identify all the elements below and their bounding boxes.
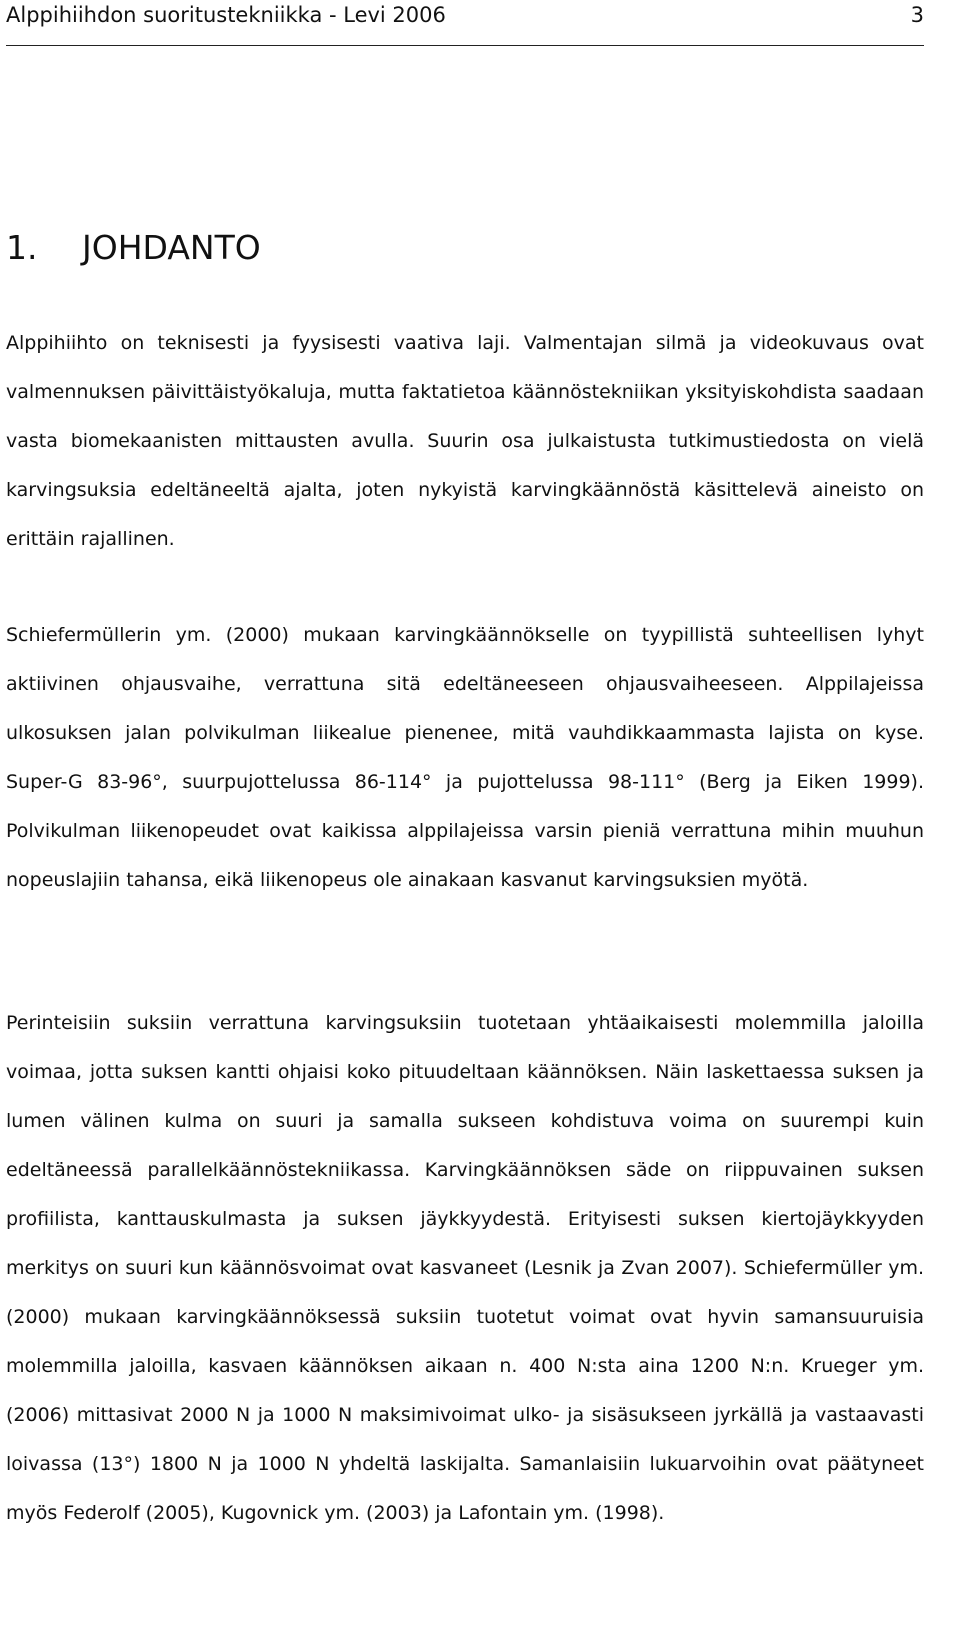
section-number: 1.: [6, 228, 38, 267]
header-title: Alppihiihdon suoritustekniikka - Levi 2006: [6, 3, 446, 27]
page-number: 3: [910, 3, 924, 27]
header-rule: [6, 45, 924, 46]
paragraph-intro: Alppihiihto on teknisesti ja fyysisesti vaativa laji. Valmentajan silmä ja videokuvaus ovat valmennuksen päivittäistyökaluja, mutta faktatietoa käännöstekniikan yksityiskohdista saadaan vasta biomekaanisten mittausten avulla. Suurin osa julkaistusta tutkimustiedosta on vielä karvingsuksia edeltäneeltä ajalta, joten nykyistä karvingkäännöstä käsittelevä aineisto on erittäin rajallinen.: [6, 332, 924, 550]
section-heading: [6, 226, 261, 270]
section-title: JOHDANTO: [82, 228, 261, 267]
running-header: [6, 0, 924, 36]
paragraph-perinteisiin: Perinteisiin suksiin verrattuna karvingsuksiin tuotetaan yhtäaikaisesti molemmilla jaloilla voimaa, jotta suksen kantti ohjaisi koko pituudeltaan käännöksen. Näin laskettaessa suksen ja lumen välinen kulma on suuri ja samalla sukseen kohdistuva voima on suurempi kuin edeltäneessä parallelkäännöstekniikassa. Karvingkäännöksen säde on riippuvainen suksen profiilista, kanttauskulmasta ja suksen jäykkyydestä. Erityisesti suksen kiertojäykkyyden merkitys on suuri kun käännösvoimat ovat kasvaneet (Lesnik ja Zvan 2007). Schiefermüller ym. (2000) mukaan karvingkäännöksessä suksiin tuotetut voimat ovat hyvin samansuuruisia molemmilla jaloilla, kasvaen käännöksen aikaan n. 400 N:sta aina 1200 N:n. Krueger ym. (2006) mittasivat 2000 N ja 1000 N maksimivoimat ulko- ja sisäsukseen jyrkällä ja vastaavasti loivassa (13°) 1800 N ja 1000 N yhdeltä laskijalta. Samanlaisiin lukuarvoihin ovat päätyneet myös Federolf (2005), Kugovnick ym. (2003) ja Lafontain ym. (1998).: [6, 1012, 924, 1524]
paragraph-schiefermuller: Schiefermüllerin ym. (2000) mukaan karvingkäännökselle on tyypillistä suhteellisen lyhyt aktiivinen ohjausvaihe, verrattuna sitä edeltäneeseen ohjausvaiheeseen. Alppilajeissa ulkosuksen jalan polvikulman liikealue pienenee, mitä vauhdikkaammasta lajista on kyse. Super-G 83-96°, suurpujottelussa 86-114° ja pujottelussa 98-111° (Berg ja Eiken 1999). Polvikulman liikenopeudet ovat kaikissa alppilajeissa varsin pieniä verrattuna mihin muuhun nopeuslajiin tahansa, eikä liikenopeus ole ainakaan kasvanut karvingsuksien myötä.: [6, 624, 924, 891]
